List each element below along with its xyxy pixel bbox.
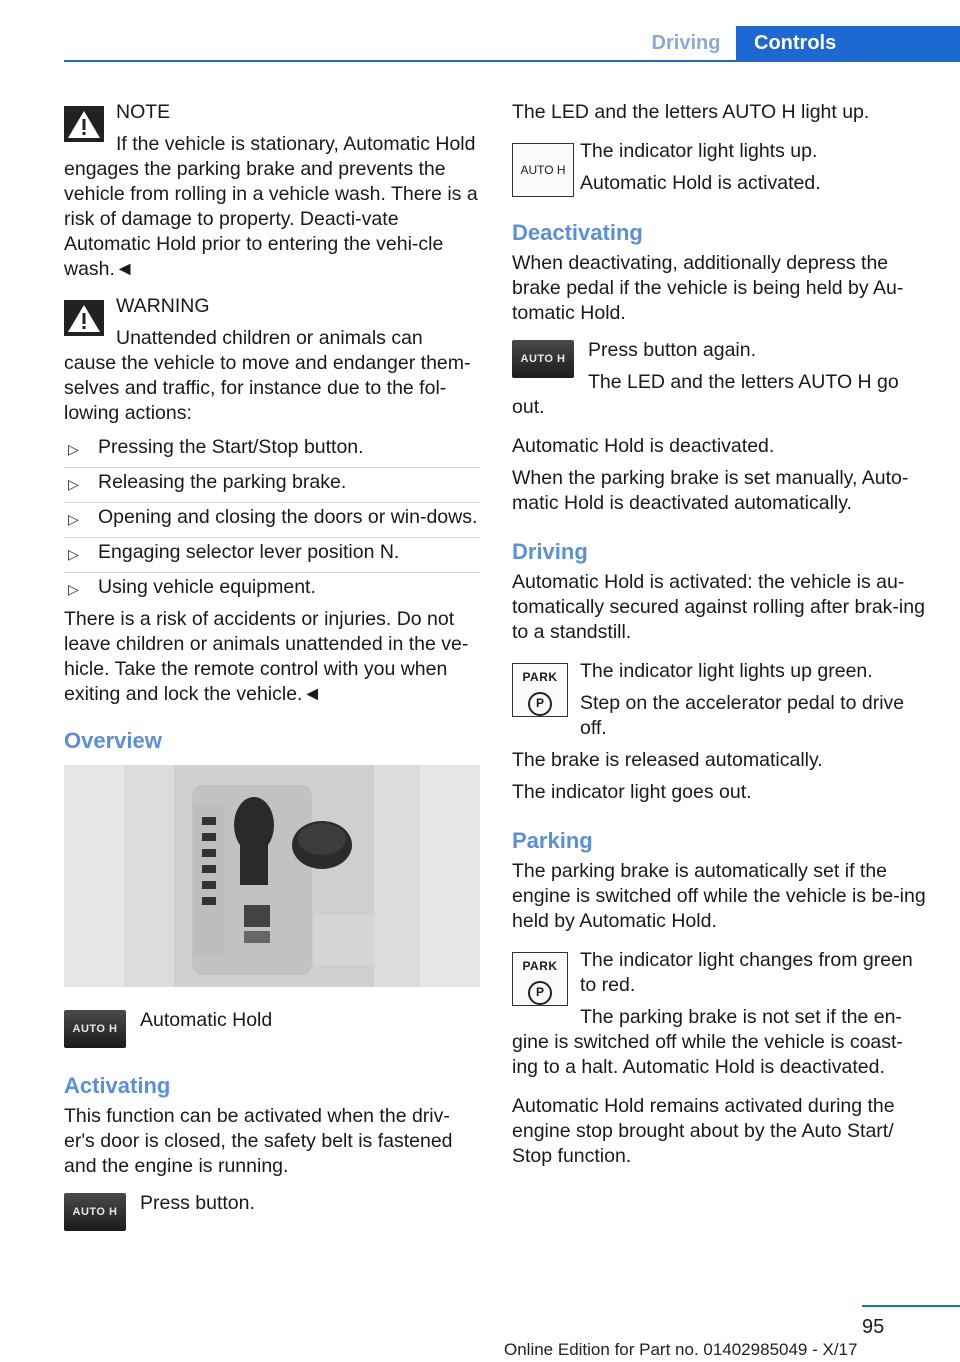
- autoh-button-icon: AUTO H: [64, 1193, 126, 1231]
- press-button-row: [64, 1191, 480, 1235]
- tab-driving[interactable]: Driving: [651, 32, 721, 54]
- bullet-triangle-icon: ▷: [68, 511, 79, 527]
- not-set-text: The parking brake is not set if the en-gine is switched off while the vehicle is coast-ing to a halt. Automatic Hold is deactivated.: [512, 1006, 903, 1078]
- autohold-deactivated: Automatic Hold is deactivated.: [512, 435, 775, 457]
- autostart-text: Automatic Hold remains activated during the engine stop brought about by the Auto Start/ Stop function.: [512, 1095, 895, 1167]
- list-item: ▷ Engaging selector lever position N.: [64, 537, 480, 565]
- autohold-caption-row: [64, 1008, 480, 1052]
- bullet-triangle-icon: ▷: [68, 546, 79, 562]
- indicator-lights-up: The indicator light lights up.: [580, 140, 818, 162]
- bullet-triangle-icon: ▷: [68, 581, 79, 597]
- note-title: NOTE: [116, 101, 171, 123]
- green-red-text: The indicator light changes from green to red.: [580, 949, 913, 996]
- list-item: ▷ Pressing the Start/Stop button.: [64, 433, 480, 460]
- page-number: 95: [862, 1316, 885, 1338]
- note-block: [64, 100, 480, 282]
- park-green-row: [512, 659, 928, 741]
- warning-end-text: There is a risk of accidents or injuries. Do not leave children or animals unattended in the ve-hicle. Take the remote control with you when exiting and lock the vehicle.◄: [64, 608, 469, 705]
- park-red-row: [512, 948, 928, 1080]
- press-again-text: Press button again.: [588, 339, 757, 361]
- activating-heading: Activating: [64, 1073, 171, 1098]
- warning-title: WARNING: [116, 295, 210, 317]
- autoh-button-icon: AUTO H: [64, 1010, 126, 1048]
- header-rule: [64, 60, 960, 62]
- overview-heading: Overview: [64, 728, 162, 753]
- parking-text: The parking brake is automatically set if the engine is switched off while the vehicle is be-ing held by Automatic Hold.: [512, 860, 926, 932]
- left-column: [64, 100, 480, 1235]
- list-item: ▷ Using vehicle equipment.: [64, 572, 480, 600]
- warning-text: Unattended children or animals can cause the vehicle to move and endanger them-selves and traffic, for instance due to the fol-lowing actions:: [64, 327, 471, 424]
- autoh-button-icon: AUTO H: [512, 340, 574, 378]
- deactivating-heading: Deactivating: [512, 220, 643, 245]
- tab-controls[interactable]: Controls: [736, 26, 960, 60]
- bullet-triangle-icon: ▷: [68, 441, 79, 457]
- note-text: If the vehicle is stationary, Automatic Hold engages the parking brake and prevents the vehicle from rolling in a vehicle wash. There is a risk of damage to property. Deacti-vate Automatic Hold prior to entering the vehi-cle wash.◄: [64, 133, 478, 280]
- parking-heading: Parking: [512, 828, 593, 853]
- led-go-out-text: The LED and the letters AUTO H go out.: [512, 371, 899, 418]
- driving-text: Automatic Hold is activated: the vehicle is au-tomatically secured against rolling after brak-ing to a standstill.: [512, 571, 925, 643]
- deactivating-text: When deactivating, additionally depress the brake pedal if the vehicle is being held by Au-tomatic Hold.: [512, 252, 904, 324]
- manual-text: When the parking brake is set manually, Auto-matic Hold is deactivated automatically.: [512, 467, 909, 514]
- park-indicator-icon: PARK P: [512, 952, 568, 1006]
- list-item: ▷ Opening and closing the doors or win-dows.: [64, 502, 480, 530]
- warning-block: [64, 294, 480, 426]
- autoh-indicator-row: [512, 139, 928, 197]
- warning-triangle-icon: [64, 300, 104, 336]
- press-button-text: Press button.: [140, 1192, 255, 1214]
- accelerator-text: Step on the accelerator pedal to drive off.: [580, 692, 905, 739]
- center-console-photo: [64, 765, 480, 987]
- footer-rule: [862, 1305, 960, 1307]
- bullet-triangle-icon: ▷: [68, 476, 79, 492]
- autohold-activated: Automatic Hold is activated.: [580, 172, 821, 194]
- right-column: [512, 100, 928, 1176]
- brake-released: The brake is released automatically.: [512, 749, 823, 771]
- press-again-row: [512, 338, 928, 420]
- action-list: [64, 433, 480, 600]
- park-indicator-icon: PARK P: [512, 663, 568, 717]
- green-text: The indicator light lights up green.: [580, 660, 873, 682]
- driving-heading: Driving: [512, 539, 588, 564]
- edition-footer: Online Edition for Part no. 01402985049 - X/17: [504, 1340, 858, 1359]
- light-out: The indicator light goes out.: [512, 781, 752, 803]
- autohold-caption: Automatic Hold: [140, 1009, 273, 1031]
- autoh-indicator-icon: AUTO H: [512, 143, 574, 197]
- list-item: ▷ Releasing the parking brake.: [64, 467, 480, 495]
- led-text: The LED and the letters AUTO H light up.: [512, 101, 870, 123]
- warning-triangle-icon: [64, 106, 104, 142]
- activating-text: This function can be activated when the driv-er's door is closed, the safety belt is fastened and the engine is running.: [64, 1105, 453, 1177]
